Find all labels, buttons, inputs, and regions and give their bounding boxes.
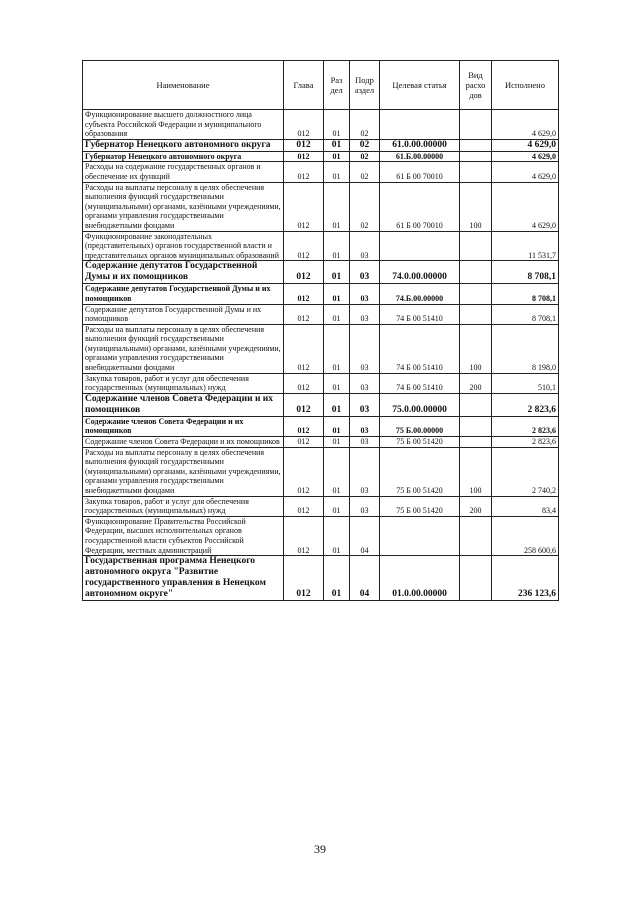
- row-vid: [460, 284, 492, 304]
- row-name: Расходы на выплаты персоналу в целях обеспечения выполнения функций государственными (муниципальными) органами, казёнными учреждениями, органами управления государственными внебюджетными фондами: [83, 182, 284, 231]
- row-glava: 012: [284, 231, 324, 261]
- row-razdel: 01: [324, 437, 350, 448]
- row-vid: [460, 151, 492, 162]
- row-executed: 8 708,1: [492, 261, 559, 284]
- row-podrazdel: 04: [350, 556, 380, 601]
- row-razdel: 01: [324, 231, 350, 261]
- row-name: Губернатор Ненецкого автономного округа: [83, 151, 284, 162]
- row-razdel: 01: [324, 416, 350, 436]
- header-target: Целевая статья: [380, 61, 460, 110]
- row-glava: 012: [284, 447, 324, 496]
- table-header-row: [83, 61, 559, 110]
- row-podrazdel: 03: [350, 231, 380, 261]
- table-row: [83, 182, 559, 231]
- row-target: [380, 231, 460, 261]
- row-target: 75 Б.00.00000: [380, 416, 460, 436]
- table-row: [83, 556, 559, 601]
- row-glava: 012: [284, 110, 324, 140]
- row-vid: [460, 231, 492, 261]
- row-podrazdel: 02: [350, 110, 380, 140]
- row-name: Содержание членов Совета Федерации и их помощников: [83, 437, 284, 448]
- row-name: Закупка товаров, работ и услуг для обеспечения государственных (муниципальных) нужд: [83, 373, 284, 393]
- row-glava: 012: [284, 151, 324, 162]
- table-row: [83, 139, 559, 151]
- table-row: [83, 261, 559, 284]
- row-podrazdel: 03: [350, 393, 380, 416]
- table-row: [83, 304, 559, 324]
- row-razdel: 01: [324, 373, 350, 393]
- header-name: Наименование: [83, 61, 284, 110]
- row-glava: 012: [284, 496, 324, 516]
- row-glava: 012: [284, 416, 324, 436]
- row-name: Содержание членов Совета Федерации и их помощников: [83, 416, 284, 436]
- row-razdel: 01: [324, 556, 350, 601]
- row-razdel: 01: [324, 393, 350, 416]
- page-number: 39: [314, 842, 326, 856]
- row-vid: 200: [460, 373, 492, 393]
- row-target: 61 Б 00 70010: [380, 182, 460, 231]
- header-vid: Вид расхо дов: [460, 61, 492, 110]
- row-razdel: 01: [324, 284, 350, 304]
- row-executed: 8 198,0: [492, 324, 559, 373]
- row-vid: [460, 416, 492, 436]
- row-podrazdel: 03: [350, 284, 380, 304]
- row-podrazdel: 03: [350, 304, 380, 324]
- row-target: 74 Б 00 51410: [380, 373, 460, 393]
- row-vid: [460, 304, 492, 324]
- table-row: [83, 284, 559, 304]
- table-row: [83, 231, 559, 261]
- header-glava: Глава: [284, 61, 324, 110]
- row-target: 61 Б 00 70010: [380, 162, 460, 182]
- row-vid: [460, 261, 492, 284]
- row-podrazdel: 03: [350, 496, 380, 516]
- row-razdel: 01: [324, 182, 350, 231]
- row-glava: 012: [284, 139, 324, 151]
- budget-execution-table: [82, 60, 559, 601]
- table-row: [83, 373, 559, 393]
- row-razdel: 01: [324, 151, 350, 162]
- row-podrazdel: 03: [350, 373, 380, 393]
- row-name: Функционирование Правительства Российской Федерации, высших исполнительных органов государственной власти субъектов Российской Федерации, местных администраций: [83, 516, 284, 555]
- row-name: Государственная программа Ненецкого автономного округа "Развитие государственного управления в Ненецком автономном округе": [83, 556, 284, 601]
- row-executed: 4 629,0: [492, 139, 559, 151]
- row-vid: [460, 516, 492, 555]
- row-target: 75.0.00.00000: [380, 393, 460, 416]
- row-vid: [460, 556, 492, 601]
- row-razdel: 01: [324, 304, 350, 324]
- row-executed: 8 708,1: [492, 284, 559, 304]
- row-name: Функционирование законодательных (представительных) органов государственной власти и представительных органов муниципальных образований: [83, 231, 284, 261]
- row-vid: 100: [460, 182, 492, 231]
- row-name: Содержание членов Совета Федерации и их помощников: [83, 393, 284, 416]
- row-executed: 2 823,6: [492, 393, 559, 416]
- row-target: 01.0.00.00000: [380, 556, 460, 601]
- row-name: Содержание депутатов Государственной Думы и их помощников: [83, 284, 284, 304]
- row-razdel: 01: [324, 110, 350, 140]
- table-row: [83, 496, 559, 516]
- row-glava: 012: [284, 437, 324, 448]
- row-podrazdel: 03: [350, 324, 380, 373]
- row-target: 75 Б 00 51420: [380, 496, 460, 516]
- row-glava: 012: [284, 516, 324, 555]
- table-row: [83, 416, 559, 436]
- row-target: 75 Б 00 51420: [380, 437, 460, 448]
- table-row: [83, 324, 559, 373]
- row-vid: 100: [460, 447, 492, 496]
- row-executed: 4 629,0: [492, 151, 559, 162]
- row-podrazdel: 03: [350, 437, 380, 448]
- row-vid: [460, 393, 492, 416]
- row-razdel: 01: [324, 162, 350, 182]
- header-razdel: Раз дел: [324, 61, 350, 110]
- row-podrazdel: 02: [350, 162, 380, 182]
- row-executed: 2 823,6: [492, 416, 559, 436]
- row-executed: 510,1: [492, 373, 559, 393]
- row-name: Закупка товаров, работ и услуг для обеспечения государственных (муниципальных) нужд: [83, 496, 284, 516]
- row-podrazdel: 03: [350, 416, 380, 436]
- row-name: Расходы на содержание государственных органов и обеспечение их функций: [83, 162, 284, 182]
- row-podrazdel: 02: [350, 151, 380, 162]
- header-podrazdel: Подр аздел: [350, 61, 380, 110]
- row-razdel: 01: [324, 324, 350, 373]
- row-vid: [460, 437, 492, 448]
- row-target: 75 Б 00 51420: [380, 447, 460, 496]
- row-razdel: 01: [324, 496, 350, 516]
- row-razdel: 01: [324, 139, 350, 151]
- row-target: 61.0.00.00000: [380, 139, 460, 151]
- row-name: Содержание депутатов Государственной Думы и их помощников: [83, 261, 284, 284]
- row-target: [380, 110, 460, 140]
- row-name: Губернатор Ненецкого автономного округа: [83, 139, 284, 151]
- row-executed: 2 823,6: [492, 437, 559, 448]
- row-podrazdel: 03: [350, 261, 380, 284]
- table-row: [83, 447, 559, 496]
- row-razdel: 01: [324, 516, 350, 555]
- row-executed: 8 708,1: [492, 304, 559, 324]
- row-target: 74 Б 00 51410: [380, 304, 460, 324]
- row-podrazdel: 02: [350, 182, 380, 231]
- row-glava: 012: [284, 324, 324, 373]
- table-row: [83, 516, 559, 555]
- table-row: [83, 151, 559, 162]
- row-target: 74 Б 00 51410: [380, 324, 460, 373]
- row-glava: 012: [284, 393, 324, 416]
- row-vid: [460, 162, 492, 182]
- row-target: 74.0.00.00000: [380, 261, 460, 284]
- row-executed: 83,4: [492, 496, 559, 516]
- row-glava: 012: [284, 556, 324, 601]
- row-executed: 11 531,7: [492, 231, 559, 261]
- row-target: [380, 516, 460, 555]
- row-vid: 200: [460, 496, 492, 516]
- row-name: Содержание депутатов Государственной Думы и их помощников: [83, 304, 284, 324]
- row-name: Расходы на выплаты персоналу в целях обеспечения выполнения функций государственными (муниципальными) органами, казёнными учреждениями, органами управления государственными внебюджетными фондами: [83, 324, 284, 373]
- table-row: [83, 162, 559, 182]
- row-executed: 4 629,0: [492, 162, 559, 182]
- table-row: [83, 437, 559, 448]
- row-executed: 4 629,0: [492, 110, 559, 140]
- row-name: Расходы на выплаты персоналу в целях обеспечения выполнения функций государственными (муниципальными) органами, казёнными учреждениями, органами управления государственными внебюджетными фондами: [83, 447, 284, 496]
- row-glava: 012: [284, 182, 324, 231]
- row-executed: 258 600,6: [492, 516, 559, 555]
- row-target: 74.Б.00.00000: [380, 284, 460, 304]
- table-row: [83, 110, 559, 140]
- table-row: [83, 393, 559, 416]
- row-razdel: 01: [324, 261, 350, 284]
- row-glava: 012: [284, 261, 324, 284]
- row-vid: [460, 110, 492, 140]
- row-podrazdel: 02: [350, 139, 380, 151]
- row-glava: 012: [284, 373, 324, 393]
- row-vid: [460, 139, 492, 151]
- row-glava: 012: [284, 284, 324, 304]
- row-podrazdel: 04: [350, 516, 380, 555]
- row-glava: 012: [284, 304, 324, 324]
- row-executed: 236 123,6: [492, 556, 559, 601]
- row-executed: 2 740,2: [492, 447, 559, 496]
- row-target: 61.Б.00.00000: [380, 151, 460, 162]
- row-podrazdel: 03: [350, 447, 380, 496]
- row-razdel: 01: [324, 447, 350, 496]
- row-vid: 100: [460, 324, 492, 373]
- row-executed: 4 629,0: [492, 182, 559, 231]
- row-glava: 012: [284, 162, 324, 182]
- header-executed: Исполнено: [492, 61, 559, 110]
- budget-table-sheet: [82, 60, 558, 601]
- row-name: Функционирование высшего должностного лица субъекта Российской Федерации и муниципального образования: [83, 110, 284, 140]
